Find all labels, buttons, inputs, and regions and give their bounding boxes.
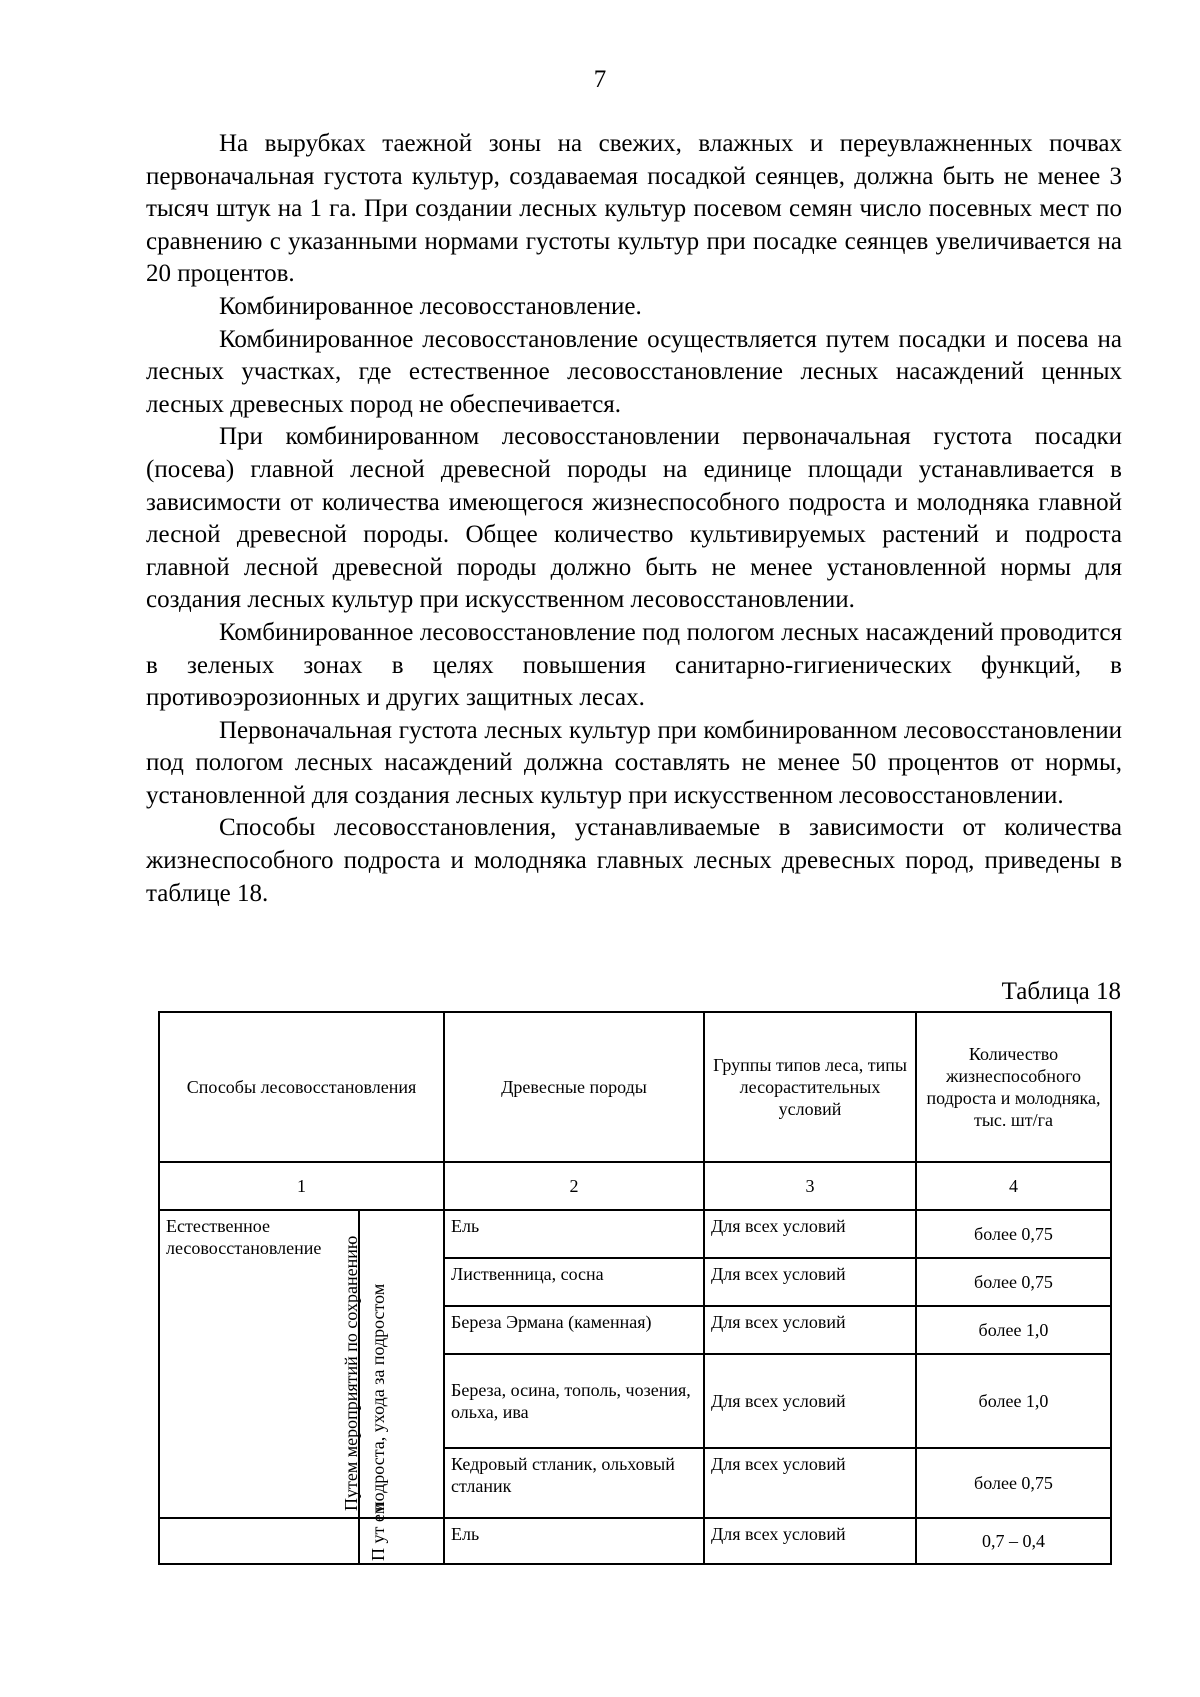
amount-cell: более 0,75 — [916, 1210, 1111, 1258]
table-label: Таблица 18 — [1001, 978, 1121, 1005]
table-header-row — [159, 1012, 1111, 1162]
page-number: 7 — [593, 66, 607, 93]
paragraph: Первоначальная густота лесных культур при комбинированном лесовосстановлении под пологом лесных насаждений должна составлять не менее 50 процентов от нормы, установленной для создания лесных культур при искусственном лесовосстановлении. — [146, 716, 1122, 809]
paragraph: Комбинированное лесовосстановление. — [219, 292, 642, 320]
column-number: 2 — [444, 1162, 704, 1210]
submethod-vertical-cell — [359, 1502, 444, 1564]
conditions-cell: Для всех условий — [704, 1210, 916, 1258]
amount-cell: более 0,75 — [916, 1258, 1111, 1306]
species-cell: Лиственница, сосна — [444, 1258, 704, 1306]
paragraph: Комбинированное лесовосстановление под пологом лесных насаждений проводится в зеленых зонах в целях повышения санитарно-гигиенических функций, в противоэрозионных и других защитных лесах. — [146, 618, 1122, 712]
species-cell: Ель — [444, 1210, 704, 1258]
amount-cell: более 0,75 — [916, 1448, 1111, 1518]
header-species: Древесные породы — [444, 1012, 704, 1162]
conditions-cell: Для всех условий — [704, 1306, 916, 1354]
header-amount: Количество жизнеспособного подроста и молодняка, тыс. шт/га — [916, 1012, 1111, 1162]
submethod-vertical: П ут ем — [368, 1502, 388, 1561]
species-cell: Кедровый стланик, ольховый стланик — [444, 1448, 704, 1518]
conditions-cell: Для всех условий — [704, 1258, 916, 1306]
paragraph: На вырубках таежной зоны на свежих, влажных и переувлажненных почвах первоначальная густота культур, создаваемая посадкой сеянцев, должна быть не менее 3 тысяч штук на 1 га. При создании лесных культур посевом семян число посевных мест по сравнению с указанными нормами густоты культур при посадке сеянцев увеличивается на 20 процентов. — [146, 130, 1122, 288]
column-number: 3 — [704, 1162, 916, 1210]
species-cell: Береза, осина, тополь, чозения, ольха, ива — [444, 1354, 704, 1448]
paragraph: Комбинированное лесовосстановление осуществляется путем посадки и посева на лесных участках, где естественное лесовосстановление лесных насаждений ценных лесных древесных пород не обеспечивается. — [146, 325, 1122, 418]
paragraph: Способы лесовосстановления, устанавливаемые в зависимости от количества жизнеспособного подроста и молодняка главных лесных древесных пород, приведены в таблице 18. — [146, 814, 1122, 907]
body-text — [146, 128, 1122, 910]
header-forest-types: Группы типов леса, типы лесорастительных условий — [704, 1012, 916, 1162]
paragraph: При комбинированном лесовосстановлении первоначальная густота посадки (посева) главной лесной древесной породы на единице площади устанавливается в зависимости от количества имеющегося жизнеспособного подроста и молодняка главной лесной древесной породы. Общее количество культивируемых растений и подроста главной лесной древесной породы должно быть не менее установленной нормы для создания лесных культур при искусственном лесовосстановлении. — [146, 423, 1122, 614]
column-number: 1 — [159, 1162, 444, 1210]
conditions-cell: Для всех условий — [704, 1354, 916, 1448]
conditions-cell: Для всех условий — [704, 1448, 916, 1518]
column-number: 4 — [916, 1162, 1111, 1210]
species-cell: Береза Эрмана (каменная) — [444, 1306, 704, 1354]
amount-cell: более 1,0 — [916, 1306, 1111, 1354]
reforestation-table — [158, 1011, 1112, 1565]
table-row — [159, 1518, 1111, 1564]
method-empty — [159, 1518, 359, 1564]
method-natural: Естественное лесовосстановление — [159, 1210, 359, 1518]
table-row — [159, 1210, 1111, 1258]
species-cell: Ель — [444, 1518, 704, 1564]
submethod-vertical: Путем мероприятий по сохранению подроста, ухода за подростом — [341, 1235, 388, 1511]
amount-cell: более 1,0 — [916, 1354, 1111, 1448]
amount-cell: 0,7 – 0,4 — [916, 1518, 1111, 1564]
column-numbers-row — [159, 1162, 1111, 1210]
header-methods: Способы лесовосстановления — [159, 1012, 444, 1162]
conditions-cell: Для всех условий — [704, 1518, 916, 1564]
